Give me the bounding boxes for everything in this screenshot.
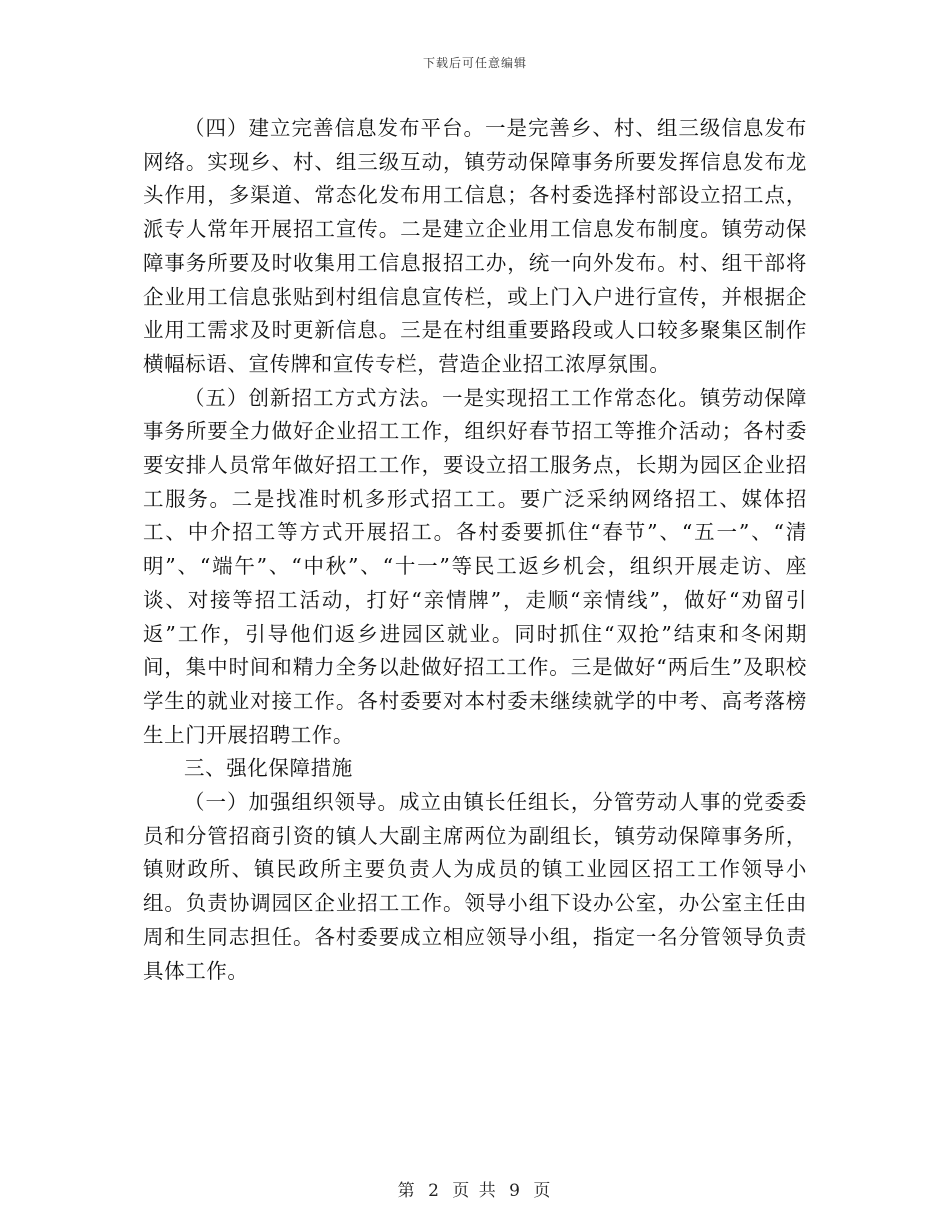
current-page-number: 2 [428,1181,441,1201]
total-page-count: 9 [509,1181,522,1201]
paragraph-recruitment-methods: （五）创新招工方式方法。一是实现招工工作常态化。镇劳动保障事务所要全力做好企业招工工作，组织好春节招工等推介活动；各村委要安排人员常年做好招工工作，要设立招工服务点，长期为园区企业招工服务。二是找准时机多形式招工工。要广泛采纳网络招工、媒体招工、中介招工等方式开展招工。各村委要抓住“春节”、“五一”、“清明”、“端午”、“中秋”、“十一”等民工返乡机会，组织开展走访、座谈、对接等招工活动，打好“亲情牌”，走顺“亲情线”，做好“劝留引返”工作，引导他们返乡进园区就业。同时抓住“双抢”结束和冬闲期间，集中时间和精力全务以赴做好招工工作。三是做好“两后生”及职校学生的就业对接工作。各村委要对本村委未继续就学的中考、高考落榜生上门开展招聘工作。 [143,385,807,747]
page-middle: 页 共 [452,1181,498,1201]
paragraph-organization-leadership: （一）加强组织领导。成立由镇长任组长，分管劳动人事的党委委员和分管招商引资的镇人大副主席两位为副组长，镇劳动保障事务所，镇财政所、镇民政所主要负责人为成员的镇工业园区招工工作领导小组。负责协调园区企业招工工作。领导小组下设办公室，办公室主任由周和生同志担任。各村委要成立相应领导小组，指定一名分管领导负责具体工作。 [143,790,807,983]
page-footer [0,1176,950,1201]
header-note: 下载后可任意编辑 [422,56,527,70]
document-body [143,112,807,988]
page-suffix: 页 [533,1181,553,1201]
page-prefix: 第 [397,1181,417,1201]
paragraph-information-platform: （四）建立完善信息发布平台。一是完善乡、村、组三级信息发布网络。实现乡、村、组三级互动，镇劳动保障事务所要发挥信息发布龙头作用，多渠道、常态化发布用工信息；各村委选择村部设立招工点，派专人常年开展招工宣传。二是建立企业用工信息发布制度。镇劳动保障事务所要及时收集用工信息报招工办，统一向外发布。村、组干部将企业用工信息张贴到村组信息宣传栏，或上门入户进行宣传，并根据企业用工需求及时更新信息。三是在村组重要路段或人口较多聚集区制作横幅标语、宣传牌和宣传专栏，营造企业招工浓厚氛围。 [143,116,807,376]
section-heading-safeguards: 三、强化保障措施 [184,756,353,781]
